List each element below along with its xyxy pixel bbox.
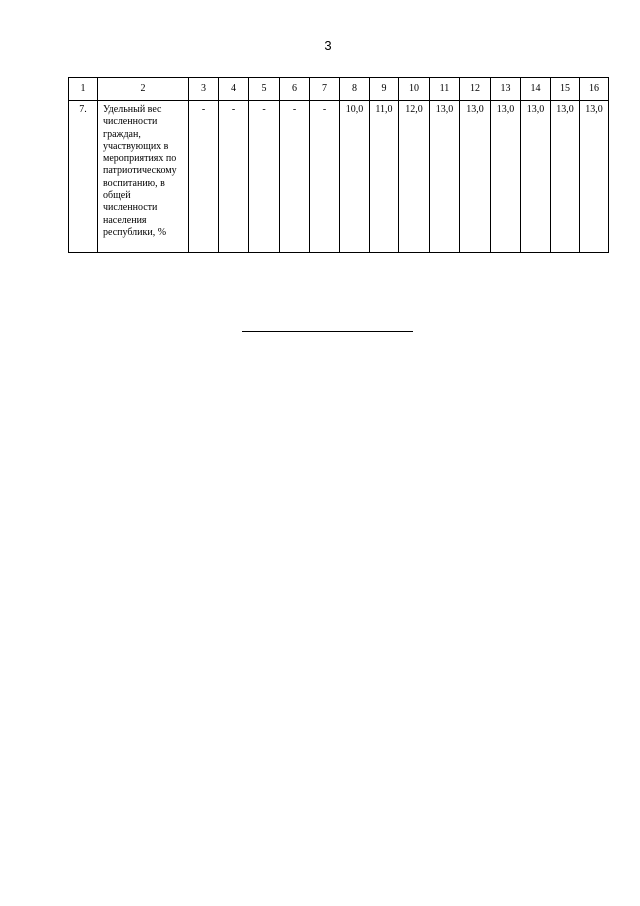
table-header-cell: 13 [491, 78, 521, 101]
table-header-cell: 1 [69, 78, 98, 101]
value-cell: - [219, 101, 249, 253]
table-header-cell: 14 [521, 78, 551, 101]
value-cell: 13,0 [580, 101, 609, 253]
indicator-name: Удельный вес численности граждан, участвующих в мероприятиях по патриотическому воспитанию, в общей численности населения республики, % [98, 101, 189, 253]
value-cell: 13,0 [521, 101, 551, 253]
value-cell: - [249, 101, 280, 253]
table-header-cell: 6 [280, 78, 310, 101]
row-number: 7. [69, 101, 98, 253]
value-cell: 10,0 [340, 101, 370, 253]
table-header-cell: 7 [310, 78, 340, 101]
value-cell: 13,0 [430, 101, 460, 253]
value-cell: 13,0 [551, 101, 580, 253]
value-cell: - [310, 101, 340, 253]
end-of-document-line [242, 331, 413, 332]
table-header-cell: 8 [340, 78, 370, 101]
table-header-cell: 15 [551, 78, 580, 101]
table-header-cell: 5 [249, 78, 280, 101]
table-header-cell: 16 [580, 78, 609, 101]
table-header-cell: 12 [460, 78, 491, 101]
table-header-cell: 2 [98, 78, 189, 101]
table-header-cell: 10 [399, 78, 430, 101]
table-row [69, 101, 609, 253]
value-cell: - [189, 101, 219, 253]
table-header-cell: 4 [219, 78, 249, 101]
value-cell: - [280, 101, 310, 253]
value-cell: 12,0 [399, 101, 430, 253]
value-cell: 13,0 [460, 101, 491, 253]
table-header-cell: 11 [430, 78, 460, 101]
indicator-table [68, 77, 609, 253]
table-header-cell: 9 [370, 78, 399, 101]
page-number: 3 [324, 38, 332, 53]
table-header-cell: 3 [189, 78, 219, 101]
value-cell: 13,0 [491, 101, 521, 253]
value-cell: 11,0 [370, 101, 399, 253]
table-header-row [69, 78, 609, 101]
